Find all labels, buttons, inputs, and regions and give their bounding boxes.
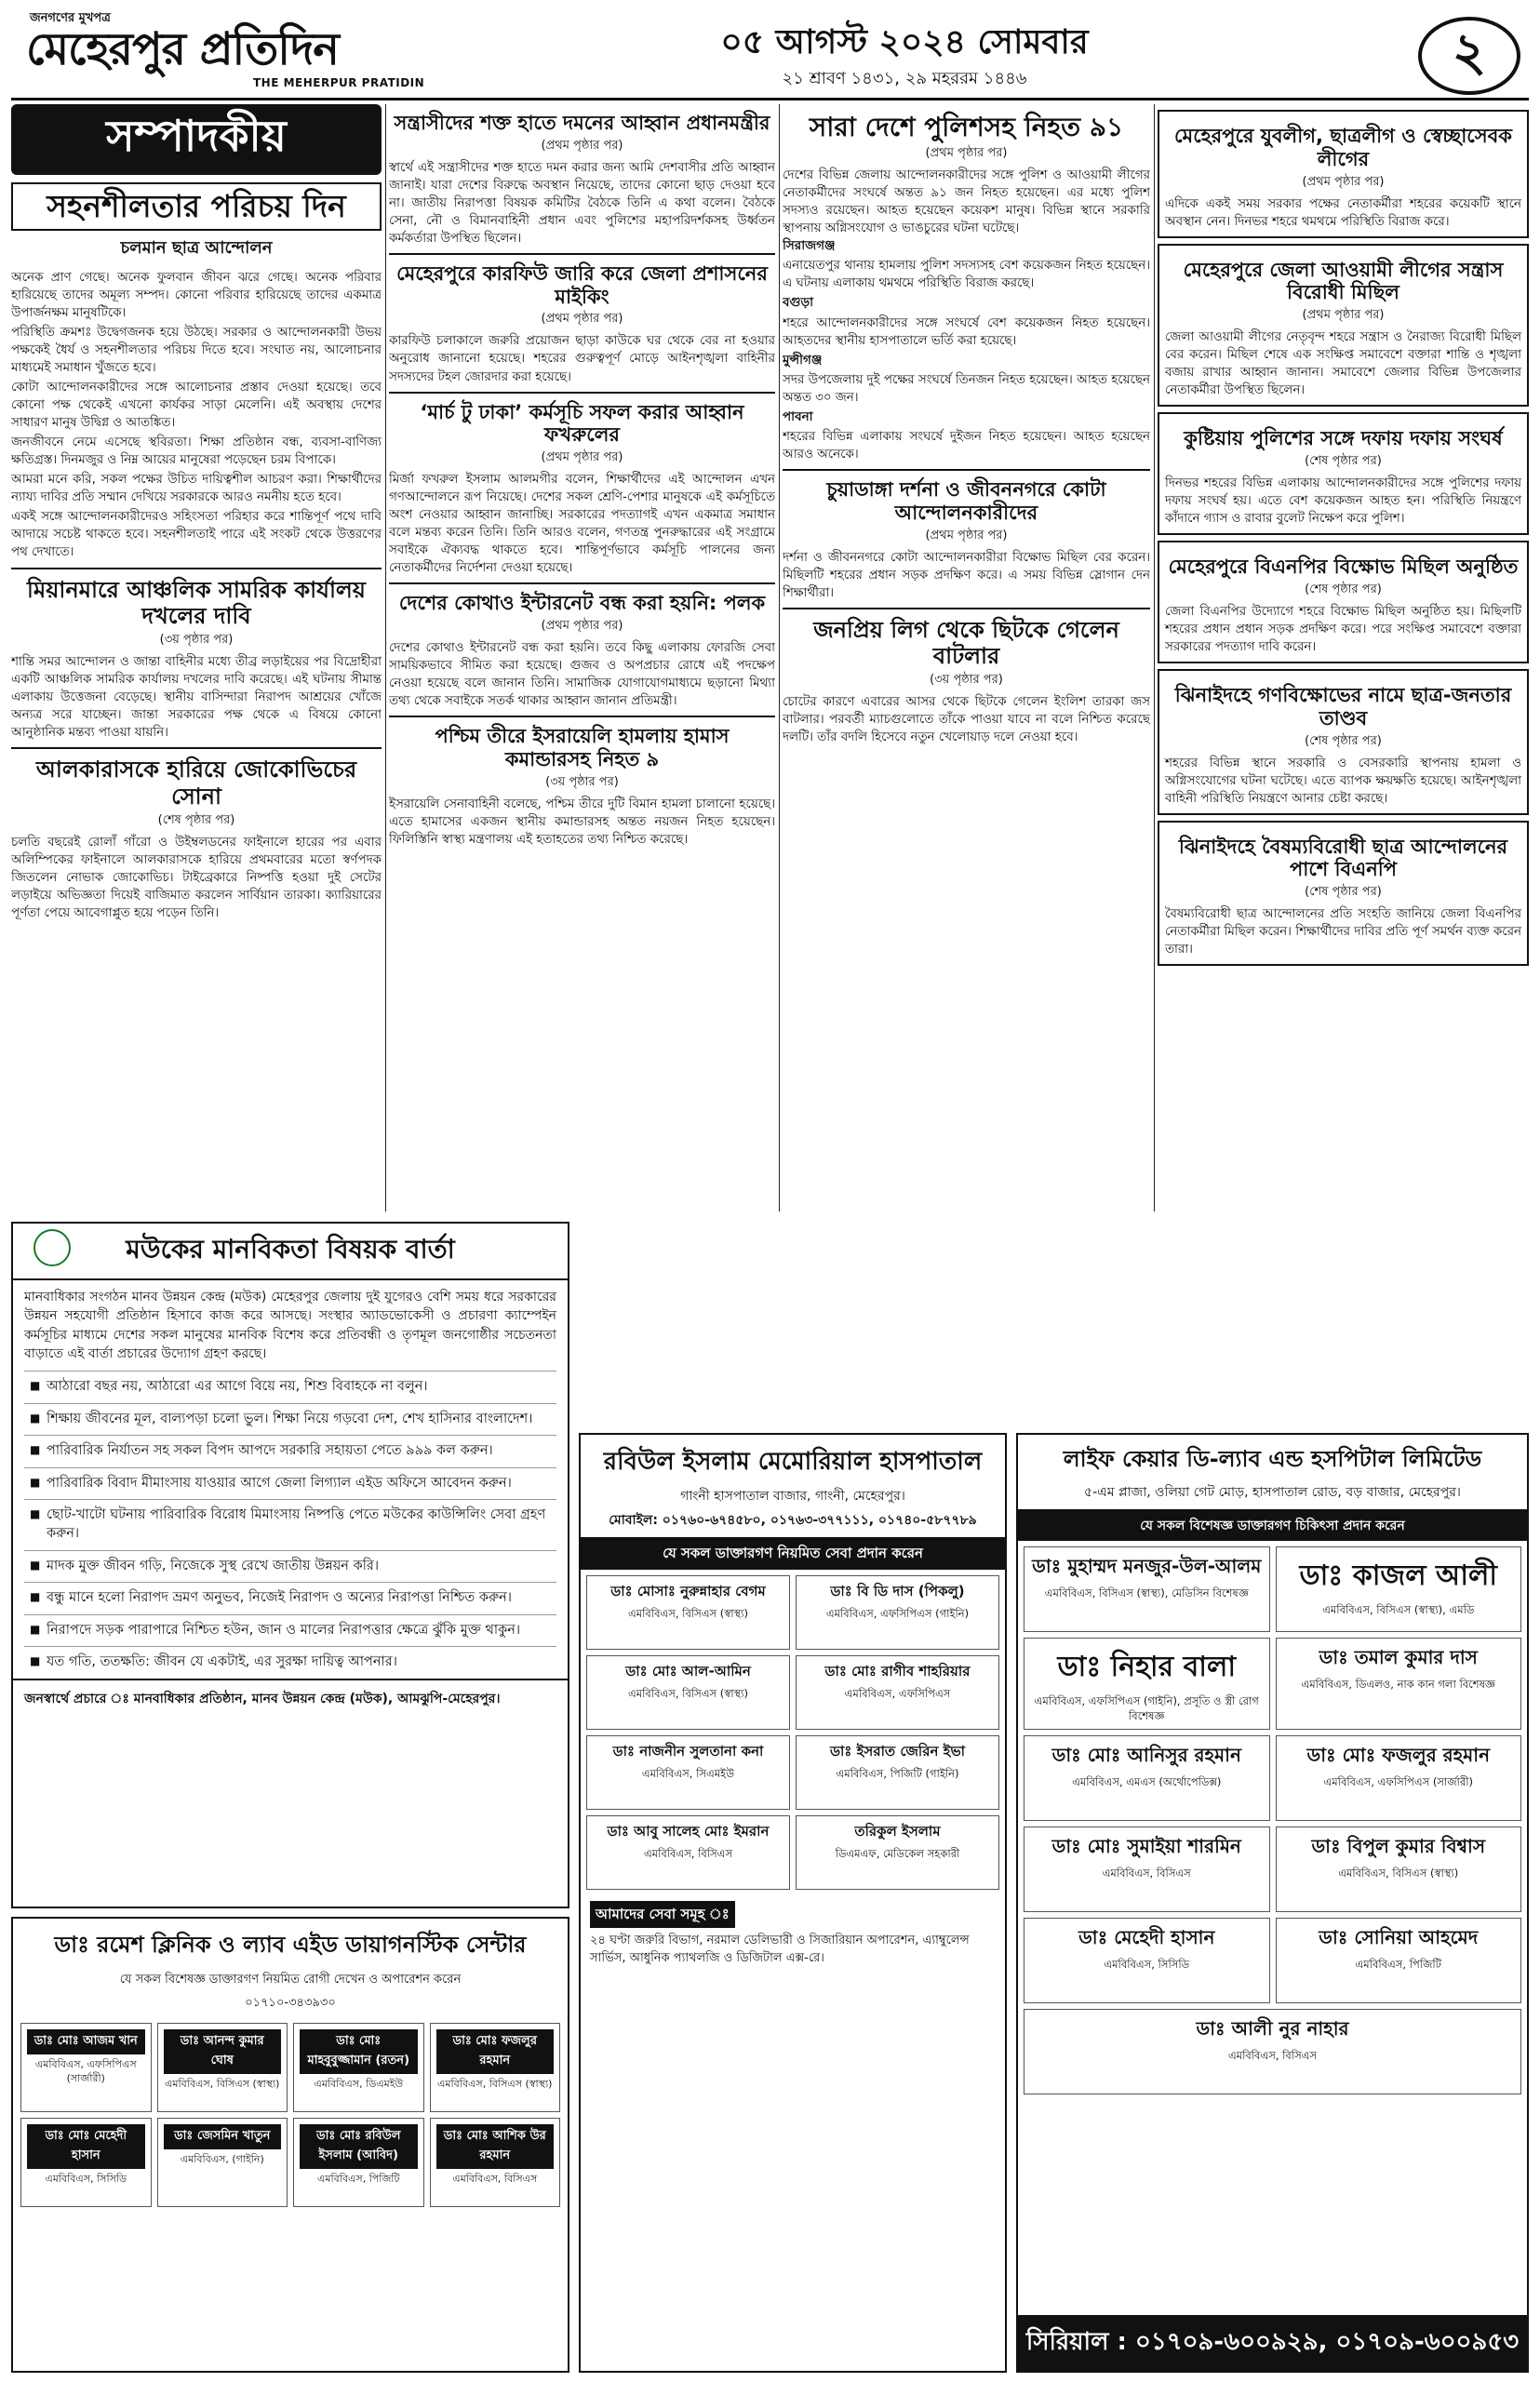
- doctor-name: ডাঃ মোঃ আনিসুর রহমান: [1051, 1744, 1241, 1767]
- doctor-card: [293, 2023, 424, 2112]
- doctor-card: [796, 1575, 999, 1650]
- list-item: ■ বন্ধু মানে হলো নিরাপদ ভ্রমণ অনুভব, নিজেই নিরাপদ ও অন্যের নিরাপত্তা নিশ্চিত করুন।: [24, 1582, 556, 1614]
- doctor-qualification: এমবিবিএস, পিজিটি: [317, 2173, 400, 2185]
- doctor-card: [430, 2023, 561, 2112]
- doctor-card: [1024, 1735, 1270, 1821]
- doctor-card: [586, 1575, 790, 1650]
- section-divider: [783, 469, 1150, 471]
- story-box: [1158, 110, 1529, 238]
- story-headline[interactable]: চুয়াডাঙ্গা দর্শনা ও জীবননগরে কোটা আন্দোলনকারীদের: [826, 478, 1106, 524]
- services-title: আমাদের সেবা সমূহ ঃ: [590, 1901, 735, 1928]
- doctor-name: ডাঃ ইসরাত জেরিন ইভা: [830, 1743, 965, 1760]
- editorial-paragraph: পরিস্থিতি ক্রমশঃ উদ্বেগজনক হয়ে উঠছে। সরকার ও আন্দোলনকারী উভয় পক্ষকেই ধৈর্য ও সহনশীলতার পরিচয় দিতে হবে। সংঘাত নয়, আলোচনার মাধ্যমেই সমাধান খুঁজতে হবে।: [11, 326, 382, 376]
- section-place: পাবনা: [783, 408, 813, 424]
- doctor-name: ডাঃ কাজল আলী: [1299, 1559, 1497, 1592]
- continuation-note: (প্রথম পৃষ্ঠার পর): [541, 312, 623, 327]
- list-item: ■ পারিবারিক বিবাদ মীমাংসায় যাওয়ার আগে জেলা লিগ্যাল এইড অফিসে আবেদন করুন।: [24, 1467, 556, 1500]
- doctor-card: [1024, 1827, 1270, 1912]
- doctor-card: [586, 1655, 790, 1730]
- hospital-address: ৫-এম প্লাজা, ওলিয়া গেট মোড়, হাসপাতাল রোড, বড় বাজার, মেহেরপুর।: [1018, 1481, 1527, 1511]
- story-headline[interactable]: জনপ্রিয় লিগ থেকে ছিটকে গেলেন বাটলার: [813, 616, 1119, 669]
- doctor-name: ডাঃ মোসাঃ নুরুন্নাহার বেগম: [610, 1583, 766, 1599]
- list-item: ■ ছোট-খাটো ঘটনায় পারিবারিক বিরোধ মিমাংসায় নিষ্পত্তি পেতে মউকের কাউন্সিলিং সেবা গ্রহণ করুন।: [24, 1499, 556, 1549]
- list-item: ■ যত গতি, ততক্ষতি: জীবন যে একটাই, এর সুরক্ষা দায়িত্ব আপনার।: [24, 1646, 556, 1679]
- doctor-grid: [1018, 1541, 1527, 2009]
- story-body: চলতি বছরেই রোলাঁ গাঁরো ও উইম্বলডনের ফাইনালে হারের পর এবার অলিম্পিকের ফাইনালে আলকারাসকে হারিয়ে প্রথমবারের মতো স্বর্ণপদক জিতলেন নোভাক জোকোভিচ। টাইব্রেকারে নিষ্পত্তি হওয়া দুই সেটের লড়াইয়ে অভিজ্ঞতা দিয়েই বাজিমাত করলেন সার্বিয়ান তারকা। ক্যারিয়ারের পূর্ণতা পেয়ে আবেগাপ্লুত হয়ে পড়েন তিনি।: [11, 835, 382, 921]
- doctor-qualification: এমবিবিএস, বিসিএস (স্বাস্থ্য): [165, 2078, 280, 2090]
- doctor-name: ডাঃ মোঃ মাহবুবুজ্জামান (রতন): [300, 2029, 418, 2074]
- mouk-logo-icon: [33, 1229, 71, 1266]
- doctor-name: ডাঃ মোঃ আশিক উর রহমান: [436, 2124, 555, 2169]
- doctor-card: [1276, 1638, 1522, 1730]
- story-body: বৈষম্যবিরোধী ছাত্র আন্দোলনের প্রতি সংহতি জানিয়ে জেলা বিএনপির নেতাকর্মীরা মিছিল করেন। শিক্ষার্থীদের দাবির প্রতি পূর্ণ সমর্থন ব্যক্ত করেন তারা।: [1165, 907, 1521, 957]
- mouk-ad-title: মউকের মানবিকতা বিষয়ক বার্তা: [13, 1224, 568, 1280]
- doctor-qualification: এমবিবিএস, সিএমইউ: [641, 1767, 735, 1780]
- doctor-name: ডাঃ আলী নুর নাহার: [1196, 2017, 1349, 2041]
- doctor-qualification: এমবিবিএস, (গাইনি): [180, 2153, 264, 2165]
- doctor-card: [20, 2023, 152, 2112]
- section-divider: [11, 747, 382, 749]
- clinic-title: ডাঃ রমেশ ক্লিনিক ও ল্যাব এইড ডায়াগনস্টিক সেন্টার: [54, 1932, 527, 1958]
- continuation-note: (প্রথম পৃষ্ঠার পর): [541, 450, 623, 465]
- doctor-qualification: এমবিবিএস, বিসিএস: [643, 1847, 733, 1860]
- story-headline[interactable]: সন্ত্রাসীদের শক্ত হাতে দমনের আহ্বান প্রধানমন্ত্রীর: [394, 112, 770, 134]
- story-box: [1158, 821, 1529, 967]
- doctor-card: [1276, 1918, 1522, 2003]
- continuation-note: (শেষ পৃষ্ঠার পর): [1305, 885, 1382, 900]
- doctor-name: ডাঃ মোঃ মেহেদী হাসান: [27, 2124, 145, 2169]
- section-text: শহরের বিভিন্ন এলাকায় সংঘর্ষে দুইজন নিহত হয়েছেন। আহত হয়েছেন আরও অনেকে।: [783, 429, 1150, 462]
- doctor-card: [20, 2118, 152, 2207]
- story-body: চোটের কারণে এবারের আসর থেকে ছিটকে গেলেন ইংলিশ তারকা জস বাটলার। পরবর্তী ম্যাচগুলোতে তাঁকে পাওয়া যাবে না বলে নিশ্চিত করেছে দলটি। তাঁর বদলি হিসেবে নতুন খেলোয়াড় দলে নেওয়া হবে।: [783, 695, 1150, 745]
- doctor-name: ডাঃ জেসমিন খাতুন: [164, 2124, 282, 2149]
- story-body: শহরের বিভিন্ন স্থানে সরকারি ও বেসরকারি স্থাপনায় হামলা ও অগ্নিসংযোগের ঘটনা ঘটেছে। এতে ব্যাপক ক্ষয়ক্ষতি হয়েছে। আইনশৃঙ্খলা বাহিনী পরিস্থিতি নিয়ন্ত্রণে আনার চেষ্টা করছে।: [1165, 756, 1521, 806]
- doctor-name: ডাঃ সোনিয়া আহমেদ: [1319, 1926, 1479, 1949]
- doctor-qualification: এমবিবিএস, বিসিএস: [1102, 1867, 1191, 1880]
- list-item: ■ পারিবারিক নির্যাতন সহ সকল বিপদ আপদে সরকারি সহায়তা পেতে ৯৯৯ কল করুন।: [24, 1435, 556, 1467]
- serial-phone-bar[interactable]: সিরিয়াল : ০১৭০৯-৬০০৯২৯, ০১৭০৯-৬০০৯৫৩: [1018, 2315, 1527, 2371]
- continuation-note: (৩য় পৃষ্ঠার পর): [930, 673, 1003, 688]
- doctor-qualification: এমবিবিএস, পিজিটি: [1355, 1958, 1441, 1972]
- hospital-title: রবিউল ইসলাম মেমোরিয়াল হাসপাতাল: [603, 1448, 983, 1476]
- doctor-card: [1276, 1735, 1522, 1821]
- mouk-awareness-ad: [11, 1222, 569, 1908]
- story-headline[interactable]: মিয়ানমারে আঞ্চলিক সামরিক কার্যালয় দখলের দাবি: [27, 576, 366, 629]
- doctor-qualification: এমবিবিএস, পিজিটি (গাইনি): [836, 1767, 959, 1780]
- story-headline[interactable]: মেহেরপুরে কারফিউ জারি করে জেলা প্রশাসনের মাইকিং: [396, 261, 768, 308]
- continuation-note: (শেষ পৃষ্ঠার পর): [1305, 733, 1382, 748]
- doctor-card: [293, 2118, 424, 2207]
- doctor-card: [586, 1735, 790, 1810]
- story-headline[interactable]: আলকারাসকে হারিয়ে জোকোভিচের সোনা: [35, 756, 357, 810]
- column-divider: [779, 104, 780, 1211]
- newspaper-name-en: THE MEHERPUR PRATIDIN: [253, 76, 425, 89]
- doctor-card: [1024, 1918, 1270, 2003]
- story-headline[interactable]: ঝিনাইদহে বৈষম্যবিরোধী ছাত্র আন্দোলনের পাশে বিএনপি: [1178, 835, 1508, 881]
- doctor-qualification: এমবিবিএস, সিসিডি: [45, 2173, 127, 2185]
- editorial-paragraph: কোটা আন্দোলনকারীদের সঙ্গে আলোচনার প্রস্তাব দেওয়া হয়েছে। তবে কোনো পক্ষ থেকেই এখনো কার্যকর সাড়া মেলেনি। এই অবস্থায় দেশের সাধারণ মানুষ উদ্বিগ্ন ও আতঙ্কিত।: [11, 381, 382, 431]
- doctor-qualification: এমবিবিএস, বিসিএস: [452, 2173, 538, 2185]
- editorial-paragraph: আমরা মনে করি, সকল পক্ষের উচিত দায়িত্বশীল আচরণ করা। শিক্ষার্থীদের ন্যায্য দাবির প্রতি সম্মান দেখিয়ে সরকারকে আরও নমনীয় হতে হবে।: [11, 473, 382, 505]
- story-headline[interactable]: মেহেরপুরে যুবলীগ, ছাত্রলীগ ও স্বেচ্ছাসেবক লীগের: [1174, 125, 1512, 170]
- doctor-card: [1276, 1827, 1522, 1912]
- services-section: [581, 1895, 1005, 1974]
- column-editorial: [11, 104, 382, 1211]
- doctor-qualification: এমবিবিএস, এফসিপিএস (সার্জারী): [1323, 1775, 1473, 1789]
- rabiul-hospital-ad: [579, 1433, 1007, 2373]
- doctor-name: ডাঃ মোঃ রাগীব শাহরিয়ার: [824, 1663, 971, 1679]
- continuation-note: (প্রথম পৃষ্ঠার পর): [541, 138, 623, 153]
- section-place: বগুড়া: [783, 295, 814, 311]
- list-item: ■ মাদক মুক্ত জীবন গড়ি, নিজেকে সুস্থ রেখে জাতীয় উন্নয়ন করি।: [24, 1550, 556, 1583]
- doctor-card: [157, 2118, 288, 2207]
- doctor-qualification: এমবিবিএস, এফসিপিএস (গাইনি), প্রসূতি ও স্ত্রী রোগ বিশেষজ্ঞ: [1034, 1694, 1259, 1722]
- story-body: জেলা আওয়ামী লীগের নেতৃবৃন্দ শহরে সন্ত্রাস ও নৈরাজ্য বিরোধী মিছিল বের করেন। মিছিল শেষে এক সংক্ষিপ্ত সমাবেশে বক্তারা শান্তি ও শৃঙ্খলা বজায় রাখার আহ্বান জানান। সমাবেশে জেলার বিভিন্ন উপজেলার নেতাকর্মীরা উপস্থিত ছিলেন।: [1165, 330, 1521, 398]
- doctor-card: [1024, 1638, 1270, 1730]
- ramesh-clinic-ad: [11, 1917, 569, 2373]
- section-divider: [389, 582, 775, 584]
- section-divider: [389, 392, 775, 394]
- section-divider: [783, 608, 1150, 609]
- continuation-note: (৩য় পৃষ্ঠার পর): [159, 633, 234, 648]
- editorial-title: সহনশীলতার পরিচয় দিন: [11, 182, 382, 231]
- story-body: জেলা বিএনপির উদ্যোগে শহরে বিক্ষোভ মিছিল অনুষ্ঠিত হয়। মিছিলটি শহরের প্রধান প্রধান সড়ক প্রদক্ষিণ করে। পরে সংক্ষিপ্ত সমাবেশে বক্তারা সরকারের পদত্যাগ দাবি করেন।: [1165, 604, 1521, 654]
- services-text: ২৪ ঘণ্টা জরুরি বিভাগ, নরমাল ডেলিভারী ও সিজারিয়ান অপারেশন, এ্যাম্বুলেন্স সার্ভিস, আধুনিক প্যাথলজি ও ডিজিটাল এক্স-রে।: [590, 1933, 970, 1965]
- doctor-qualification: এমবিবিএস, এফসিপিএস: [844, 1687, 951, 1700]
- editorial-body: [11, 269, 382, 562]
- column-divider: [1154, 104, 1155, 1211]
- column-divider: [385, 104, 386, 1211]
- doctor-name: তরিকুল ইসলাম: [854, 1823, 941, 1840]
- doctor-grid: [13, 2015, 568, 2215]
- doctors-band: যে সকল বিশেষজ্ঞ ডাক্তারগণ চিকিৎসা প্রদান করেন: [1018, 1511, 1527, 1541]
- clinic-phone: ০১৭১০-৩৪৩৯৩০: [245, 1996, 336, 2010]
- doctor-name: ডাঃ তমাল কুমার দাস: [1319, 1646, 1478, 1668]
- editorial-paragraph: একই সঙ্গে আন্দোলনকারীদেরও সহিংসতা পরিহার করে শান্তিপূর্ণ পথে দাবি আদায়ে সচেষ্ট থাকতে হবে। সহনশীলতাই পারে এই সংকট থেকে উত্তরণের পথ দেখাতে।: [11, 510, 382, 560]
- doctor-name: ডাঃ মেহেদী হাসান: [1078, 1926, 1215, 1949]
- doctor-name: ডাঃ বিপুল কুমার বিশ্বাস: [1311, 1835, 1486, 1858]
- story-headline[interactable]: কুষ্টিয়ায় পুলিশের সঙ্গে দফায় দফায় সংঘর্ষ: [1184, 427, 1503, 450]
- doctor-name: ডাঃ নিহার বালা: [1057, 1651, 1237, 1683]
- section-divider: [389, 716, 775, 717]
- story-body: দর্শনা ও জীবননগরে কোটা আন্দোলনকারীরা বিক্ষোভ মিছিল বের করেন। মিছিলটি শহরের প্রধান সড়ক প্রদক্ষিণ করে। এ সময় বিভিন্ন স্লোগান দেন শিক্ষার্থীরা।: [783, 550, 1150, 600]
- story-headline[interactable]: দেশের কোথাও ইন্টারনেট বন্ধ করা হয়নি: পলক: [398, 592, 766, 615]
- continuation-note: (শেষ পৃষ্ঠার পর): [1305, 582, 1382, 596]
- story-body: দেশের কোথাও ইন্টারনেট বন্ধ করা হয়নি। তবে কিছু এলাকায় ফোরজি সেবা সাময়িকভাবে সীমিত করা হয়েছে। গুজব ও অপপ্রচার রোধে এই পদক্ষেপ নেওয়া হয়েছে বলে জানান তিনি। সামাজিক যোগাযোগমাধ্যমে ছড়ানো মিথ্যা তথ্য থেকে সবাইকে সতর্ক থাকার আহ্বান জানান প্রতিমন্ত্রী।: [389, 641, 775, 709]
- continuation-note: (প্রথম পৃষ্ঠার পর): [541, 619, 623, 634]
- continuation-note: (প্রথম পৃষ্ঠার পর): [925, 146, 1008, 161]
- doctor-qualification: এমবিবিএস, সিসিডি: [1104, 1958, 1190, 1972]
- continuation-note: (শেষ পৃষ্ঠার পর): [1305, 454, 1382, 469]
- doctor-card: [1024, 1546, 1270, 1632]
- section-divider: [389, 253, 775, 255]
- doctor-card: [796, 1735, 999, 1810]
- doctor-card: [796, 1655, 999, 1730]
- story-body: দেশের বিভিন্ন জেলায় আন্দোলনকারীদের সঙ্গে পুলিশ ও আওয়ামী লীগের নেতাকর্মীদের সংঘর্ষে অন্তত ৯১ জন নিহত হয়েছেন। এর মধ্যে পুলিশ সদস্যও রয়েছেন। আহত হয়েছেন কয়েকশ মানুষ। বিভিন্ন স্থানে সরকারি স্থাপনায় অগ্নিসংযোগ ও ভাঙচুরের ঘটনা ঘটেছে।: [783, 168, 1150, 236]
- doctor-qualification: এমবিবিএস, এফসিপিএস (গাইনি): [825, 1607, 970, 1620]
- story-headline[interactable]: ‘মার্চ টু ঢাকা’ কর্মসূচি সফল করার আহ্বান ফখরুলের: [420, 400, 744, 447]
- doctor-qualification: এমবিবিএস, বিসিএস (স্বাস্থ্য): [1338, 1867, 1459, 1880]
- doctor-qualification: ডিএমএফ, মেডিকেল সহকারী: [835, 1847, 960, 1860]
- section-place: সিরাজগঞ্জ: [783, 238, 836, 254]
- doctor-name: ডাঃ মোঃ সুমাইয়া শারমিন: [1051, 1835, 1241, 1858]
- mouk-ad-intro: মানবাধিকার সংগঠন মানব উন্নয়ন কেন্দ্র (মউক) মেহেরপুর জেলায় দুই যুগেরও বেশি সময় ধরে সরকারের উন্নয়ন সহযোগী প্রতিষ্ঠান হিসাবে কাজ করে আসছে। সংস্থার অ্যাডভোকেসী ও প্রচারণা ক্যাম্পেইন কর্মসূচির মাধ্যমে দেশের সকল মানুষের মানবিক বিশেষ করে প্রতিবন্ধী ও তৃণমূল জনগোষ্ঠীর সচেতনতা বাড়াতে এই বার্তা প্রচারের উদ্যোগ গ্রহণ করছে।: [24, 1290, 556, 1361]
- doctor-qualification: এমবিবিএস, বিসিএস: [1227, 2049, 1318, 2063]
- story-headline[interactable]: মেহেরপুরে জেলা আওয়ামী লীগের সন্ত্রাস বিরোধী মিছিল: [1183, 258, 1504, 304]
- life-care-hospital-ad: [1016, 1433, 1529, 2373]
- doctor-grid: [581, 1570, 1005, 1895]
- doctor-qualification: এমবিবিএস, ডিএলও, নাক কান গলা বিশেষজ্ঞ: [1301, 1678, 1495, 1691]
- doctor-name: ডাঃ মোঃ আল-আমিন: [625, 1663, 751, 1679]
- story-body: কারফিউ চলাকালে জরুরি প্রয়োজন ছাড়া কাউকে ঘর থেকে বের না হওয়ার অনুরোধ জানানো হয়েছে। শহরের গুরুত্বপূর্ণ মোড়ে আইনশৃঙ্খলা বাহিনীর সদস্যদের টহল জোরদার করা হয়েছে।: [389, 334, 775, 384]
- section-text: এনায়েতপুর থানায় হামলায় পুলিশ সদস্যসহ বেশ কয়েকজন নিহত হয়েছেন। এ ঘটনায় এলাকায় থমথমে পরিস্থিতি বিরাজ করছে।: [783, 259, 1150, 291]
- story-body: এদিকে একই সময় সরকার পক্ষের নেতাকর্মীরা শহরের কয়েকটি স্থানে অবস্থান নেন। দিনভর শহরে থমথমে পরিস্থিতি বিরাজ করে।: [1165, 196, 1521, 229]
- doctor-qualification: এমবিবিএস, বিসিএস (স্বাস্থ্য): [627, 1687, 748, 1700]
- story-section: [783, 237, 1150, 463]
- list-item: ■ নিরাপদে সড়ক পারাপারে নিশ্চিত হউন, জান ও মালের নিরাপত্তার ক্ষেত্রে ঝুঁকি মুক্ত থাকুন।: [24, 1614, 556, 1647]
- column-local-news: [1158, 104, 1529, 1211]
- doctor-qualification: এমবিবিএস, বিসিএস (স্বাস্থ্য), মেডিসিন বিশেষজ্ঞ: [1044, 1586, 1249, 1599]
- section-text: সদর উপজেলায় দুই পক্ষের সংঘর্ষে তিনজন নিহত হয়েছেন। আহত হয়েছেন অন্তত ৩০ জন।: [783, 372, 1150, 405]
- section-divider: [11, 568, 382, 569]
- doctors-band: যে সকল ডাক্তারগণ নিয়মিত সেবা প্রদান করেন: [581, 1539, 1005, 1570]
- doctor-card: [796, 1815, 999, 1890]
- continuation-note: (প্রথম পৃষ্ঠার পর): [1302, 308, 1385, 323]
- story-box: [1158, 541, 1529, 663]
- doctor-qualification: এমবিবিএস, বিসিএস (স্বাস্থ্য): [437, 2078, 553, 2090]
- hospital-address: গাংনী হাসপাতাল বাজার, গাংনী, মেহেরপুর।: [680, 1489, 905, 1504]
- hospital-title: লাইফ কেয়ার ডি-ল্যাব এন্ড হসপিটাল লিমিটেড: [1063, 1446, 1482, 1472]
- list-item: ■ শিক্ষায় জীবনের মূল, বাল্যপড়া চলো ভুল। শিক্ষা নিয়ে গড়বো দেশ, শেখ হাসিনার বাংলাদেশ।: [24, 1403, 556, 1436]
- story-body: স্বার্থে এই সন্ত্রাসীদের শক্ত হাতে দমন করার জন্য আমি দেশবাসীর প্রতি আহ্বান জানাই। যারা দেশের বিরুদ্ধে অবস্থান নিয়েছে, তাদের কোনো ছাড় দেওয়া হবে না। জাতীয় নিরাপত্তা বিষয়ক কমিটির বৈঠকে তিনি এ কথা বলেন। বৈঠকে সেনা, নৌ ও বিমানবাহিনী প্রধান এবং পুলিশের মহাপরিদর্শকসহ উর্ধ্বতন কর্মকর্তারা উপস্থিত ছিলেন।: [389, 160, 775, 246]
- issue-date-alt: ২১ শ্রাবণ ১৪৩১, ২৯ মহররম ১৪৪৬: [782, 69, 1027, 88]
- page-number-badge: ২: [1418, 17, 1520, 95]
- doctor-name: ডাঃ মোঃ আজম খান: [27, 2029, 145, 2054]
- doctor-name: ডাঃ মোঃ রবিউল ইসলাম (আবিদ): [300, 2124, 418, 2169]
- story-box: [1158, 244, 1529, 408]
- doctor-qualification: এমবিবিএস, ডিএমইউ: [314, 2078, 404, 2090]
- story-body: শান্তি সমর আন্দোলন ও জান্তা বাহিনীর মধ্যে তীব্র লড়াইয়ের পর বিদ্রোহীরা একটি আঞ্চলিক সামরিক কার্যালয় দখলের দাবি করেছে। এই ঘটনায় সীমান্ত এলাকায় উত্তেজনা বেড়েছে। স্থানীয় বাসিন্দারা নিরাপদ আশ্রয়ের খোঁজে অন্যত্র সরে যাচ্ছেন। জান্তা সরকারের পক্ষ থেকে এ বিষয়ে কোনো আনুষ্ঠানিক মন্তব্য পাওয়া যায়নি।: [11, 655, 382, 741]
- story-body: দিনভর শহরের বিভিন্ন এলাকায় আন্দোলনকারীদের সঙ্গে পুলিশের দফায় দফায় সংঘর্ষ হয়। এতে বেশ কয়েকজন আহত হন। পরিস্থিতি নিয়ন্ত্রণে কাঁদানে গ্যাস ও রাবার বুলেট নিক্ষেপ করে পুলিশ।: [1165, 476, 1521, 527]
- story-headline[interactable]: পশ্চিম তীরে ইসরায়েলি হামলায় হামাস কমান্ডারসহ নিহত ৯: [435, 725, 730, 770]
- section-place: মুন্সীগঞ্জ: [783, 352, 823, 368]
- doctor-qualification: এমবিবিএস, এফসিপিএস (সার্জারী): [34, 2058, 137, 2084]
- doctor-name: ডাঃ আনন্দ কুমার ঘোষ: [164, 2029, 282, 2074]
- story-body: ইসরায়েলি সেনাবাহিনী বলেছে, পশ্চিম তীরে দুটি বিমান হামলা চালানো হয়েছে। এতে হামাসের একজন স্থানীয় কমান্ডারসহ অন্তত নয়জন নিহত হয়েছেন। ফিলিস্তিনি স্বাস্থ্য মন্ত্রণালয় এই হতাহতের তথ্য নিশ্চিত করেছে।: [389, 796, 775, 847]
- doctor-card: [1024, 2009, 1521, 2094]
- column-national-news: [389, 104, 775, 1211]
- doctor-name: ডাঃ বি ডি দাস (পিকলু): [830, 1583, 965, 1599]
- continuation-note: (প্রথম পৃষ্ঠার পর): [925, 528, 1008, 542]
- story-headline[interactable]: ঝিনাইদহে গণবিক্ষোভের নামে ছাত্র-জনতার তাণ্ডব: [1174, 683, 1512, 729]
- doctor-name: ডাঃ মোঃ ফজলুর রহমান: [436, 2029, 555, 2074]
- editorial-paragraph: জনজীবনে নেমে এসেছে স্থবিরতা। শিক্ষা প্রতিষ্ঠান বন্ধ, ব্যবসা-বাণিজ্য ক্ষতিগ্রস্ত। দিনমজুর ও নিম্ন আয়ের মানুষেরা পড়েছেন চরম বিপাকে।: [11, 435, 382, 468]
- doctor-name: ডাঃ নাজনীন সুলতানা কনা: [612, 1743, 764, 1760]
- doctor-card: [157, 2023, 288, 2112]
- doctor-card: [586, 1815, 790, 1890]
- masthead-tagline: জনগণের মুখপত্র: [30, 11, 111, 25]
- doctor-qualification: এমবিবিএস, বিসিএস (স্বাস্থ্য), এমডি: [1322, 1603, 1475, 1616]
- story-box: [1158, 412, 1529, 535]
- editorial-paragraph: অনেক প্রাণ গেছে। অনেক ফুলবান জীবন ঝরে গেছে। অনেক পরিবার হারিয়েছে তাদের অমূল্য সম্পদ। কোনো পরিবার হারিয়েছে তাদের একমাত্র উপার্জনক্ষম মানুষটিকে।: [11, 271, 382, 321]
- doctor-name: ডাঃ আবু সালেহ মোঃ ইমরান: [607, 1823, 770, 1840]
- editorial-banner: সম্পাদকীয়: [11, 104, 382, 175]
- story-headline[interactable]: মেহেরপুরে বিএনপির বিক্ষোভ মিছিল অনুষ্ঠিত: [1168, 555, 1519, 579]
- mouk-ad-footer: জনস্বার্থে প্রচারে ঃ মানবাধিকার প্রতিষ্ঠান, মানব উন্নয়ন কেন্দ্র (মউক), আমঝুপি-মেহেরপুর।: [13, 1679, 568, 1718]
- section-text: শহরে আন্দোলনকারীদের সঙ্গে সংঘর্ষে বেশ কয়েকজন নিহত হয়েছেন। আহতদের স্থানীয় হাসপাতালে ভর্তি করা হয়েছে।: [783, 315, 1150, 348]
- column-country-news: [783, 104, 1150, 1211]
- doctor-qualification: এমবিবিএস, বিসিএস (স্বাস্থ্য): [627, 1607, 748, 1620]
- issue-date: ০৫ আগস্ট ২০২৪ সোমবার: [720, 23, 1089, 61]
- editorial-subtitle: চলমান ছাত্র আন্দোলন: [120, 238, 273, 258]
- story-box: [1158, 669, 1529, 815]
- story-body: মির্জা ফখরুল ইসলাম আলমগীর বলেন, শিক্ষার্থীদের এই আন্দোলন এখন গণআন্দোলনে রূপ নিয়েছে। দেশের সকল শ্রেণি-পেশার মানুষকে এই কর্মসূচিতে অংশ নেওয়ার আহ্বান জানাচ্ছি। সরকারের পদত্যাগই এখন একমাত্র সমাধান বলে মন্তব্য করেন তিনি। তিনি আরও বলেন, গণতন্ত্র পুনরুদ্ধারের এই সংগ্রামে সবাইকে ঐক্যবদ্ধ থাকতে হবে। শান্তিপূর্ণভাবে কর্মসূচি পালনের জন্য নেতাকর্মীদের নির্দেশনা দেওয়া হয়েছে।: [389, 473, 775, 576]
- doctor-card: [1276, 1546, 1522, 1632]
- story-headline[interactable]: সারা দেশে পুলিশসহ নিহত ৯১: [809, 112, 1124, 142]
- continuation-note: (৩য় পৃষ্ঠার পর): [545, 774, 619, 789]
- doctor-card: [430, 2118, 561, 2207]
- mouk-message-list: [13, 1371, 568, 1679]
- newspaper-name: মেহেরপুর প্রতিদিন: [26, 23, 339, 75]
- doctor-name: ডাঃ মুহাম্মদ মনজুর-উল-আলম: [1032, 1555, 1262, 1577]
- continuation-note: (প্রথম পৃষ্ঠার পর): [1302, 174, 1385, 189]
- hospital-phone: মোবাইল: ০১৭৬০-৬৭৪৫৮০, ০১৭৬৩-৩৭৭১১১, ০১৭৪০-৫৮৭৭৮৯: [581, 1507, 1005, 1539]
- doctor-name: ডাঃ মোঃ ফজলুর রহমান: [1306, 1744, 1491, 1767]
- continuation-note: (শেষ পৃষ্ঠার পর): [157, 812, 235, 827]
- masthead: [11, 7, 1529, 100]
- list-item: ■ আঠারো বছর নয়, আঠারো এর আগে বিয়ে নয়, শিশু বিবাহকে না বলুন।: [24, 1371, 556, 1403]
- clinic-subtitle: যে সকল বিশেষজ্ঞ ডাক্তারগণ নিয়মিত রোগী দেখেন ও অপারেশন করেন: [119, 1973, 462, 1987]
- doctor-qualification: এমবিবিএস, এমএস (অর্থোপেডিক্স): [1072, 1775, 1222, 1789]
